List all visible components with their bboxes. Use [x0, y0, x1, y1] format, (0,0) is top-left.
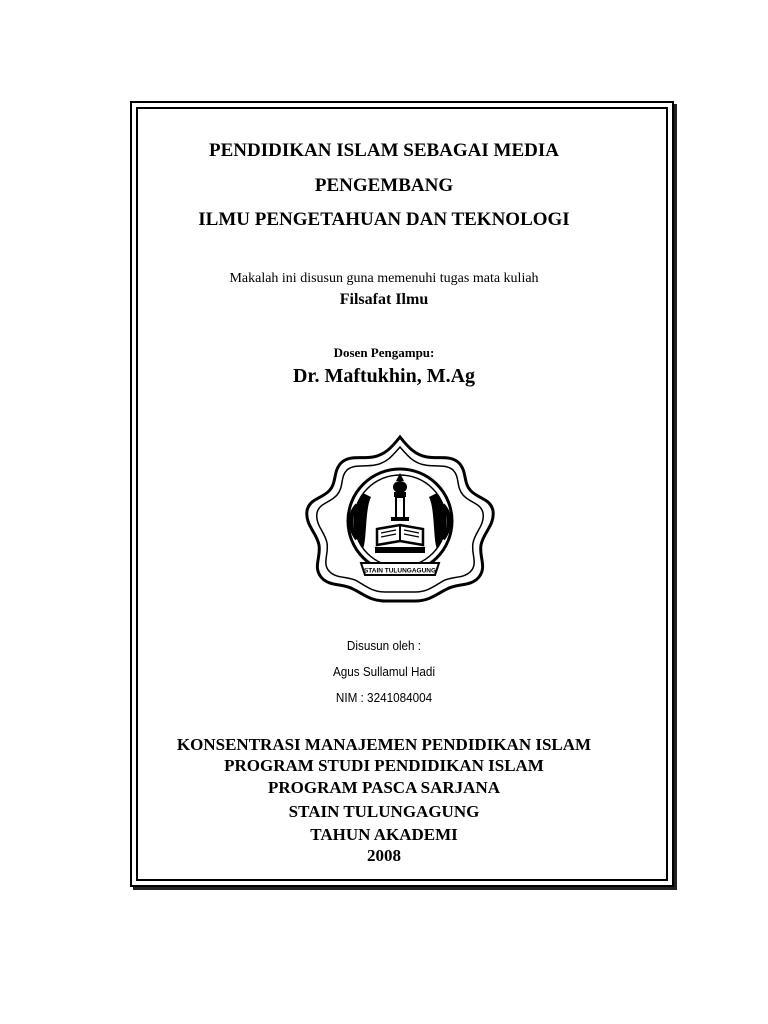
purpose-text: Makalah ini disusun guna memenuhi tugas mata kuliah	[229, 271, 539, 286]
title-line-3: ILMU PENGETAHUAN DAN TEKNOLOGI	[198, 209, 570, 230]
stain-tulungagung-emblem-icon	[305, 433, 495, 603]
institution-line-4: STAIN TULUNGAGUNG	[288, 802, 480, 821]
author-label: Disusun oleh :	[346, 638, 422, 653]
lecturer-label: Dosen Pengampu:	[333, 345, 435, 360]
institution-year: 2008	[367, 846, 401, 865]
institution-line-2: PROGRAM STUDI PENDIDIKAN ISLAM	[224, 756, 544, 775]
subject-name: Filsafat Ilmu	[339, 291, 429, 308]
institution-line-5: TAHUN AKADEMI	[310, 825, 458, 844]
emblem-banner-text: STAIN TULUNGAGUNG	[363, 567, 437, 575]
lecturer-name: Dr. Maftukhin, M.Ag	[292, 365, 476, 387]
institution-line-1: KONSENTRASI MANAJEMEN PENDIDIKAN ISLAM	[176, 735, 592, 754]
author-name: Agus Sullamul Hadi	[332, 664, 436, 679]
author-nim: NIM : 3241084004	[335, 690, 433, 705]
title-line-1: PENDIDIKAN ISLAM SEBAGAI MEDIA	[209, 140, 559, 161]
title-line-2: PENGEMBANG	[314, 175, 454, 196]
institution-line-3: PROGRAM PASCA SARJANA	[267, 778, 500, 797]
